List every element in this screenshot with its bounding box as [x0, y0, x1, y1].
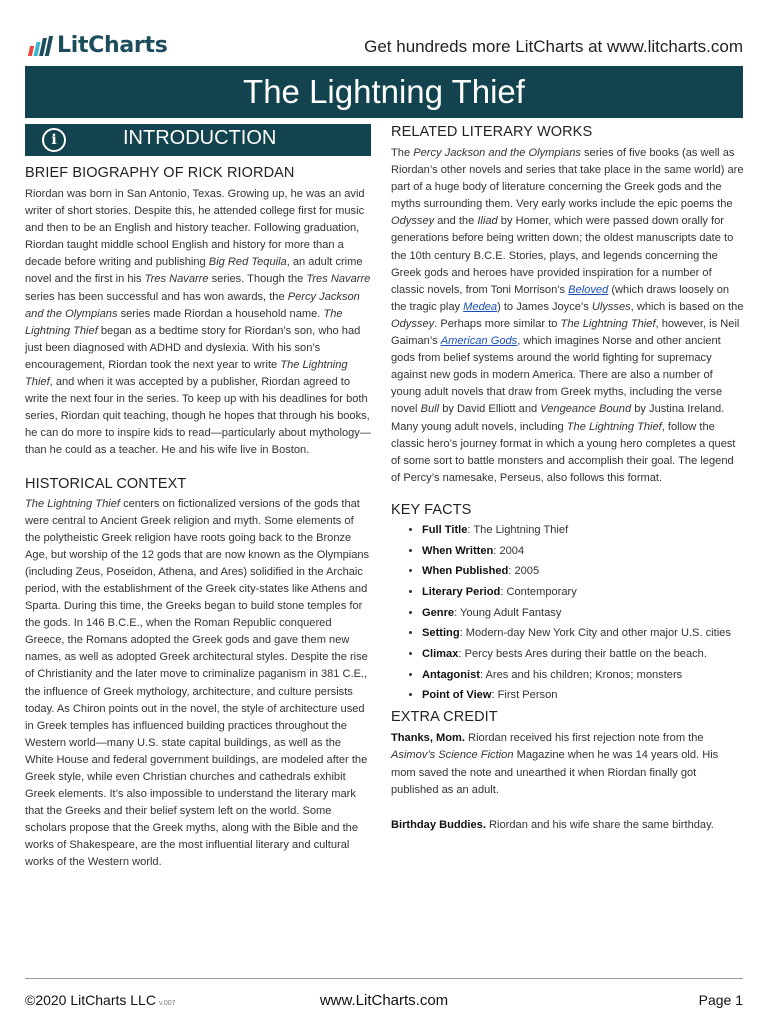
key-fact-item: • When Written: 2004	[422, 544, 744, 558]
italic-title: Percy Jackson and the Olympians	[413, 147, 581, 159]
related-works-text: The Percy Jackson and the Olympians series of five books (as well as Riordan’s other novels and series that take place in the same world) are part of a huge body of literature concerning the Greek gods and the myths surrounding them. Very early works include the epic poems the Odyssey and the Iliad by Homer, which were passed down orally for generations before being written down; the oldest manuscripts date to the 10th century B.C.E. Stories, plays, and legends concerning the Greek gods and heroes have provided inspiration for a number of classic novels, from Toni Morrison’s Beloved (which draws loosely on the tragic play Medea) to James Joyce’s Ulysses, which is based on the Odyssey. Perhaps more similar to The Lightning Thief, however, is Neil Gaiman’s American Gods, which imagines Norse and other ancient gods from belief systems around the world fighting for supremacy against new gods in modern America. There are also a number of young adult novels that draw from Greek myths, including the verse novel Bull by David Elliott and Vengeance Bound by Justina Ireland. Many young adult novels, including The Lightning Thief, follow the classic hero’s journey format in which a young hero completes a quest of some sort to battle monsters and accomplish their goal. The legend of Percy’s namesake, Perseus, also follows this format.	[391, 147, 744, 484]
key-fact-item: • Climax: Percy bests Ares during their battle on the beach.	[422, 647, 744, 661]
italic-title: Iliad	[477, 215, 498, 228]
italic-title: Vengeance Bound	[540, 403, 632, 416]
footer	[25, 990, 743, 1014]
introduction-title: INTRODUCTION	[123, 127, 277, 149]
extra-credit-item: Birthday Buddies. Riordan and his wife share the same birthday.	[391, 818, 714, 831]
top-header	[25, 30, 743, 64]
related-works-section	[391, 124, 744, 487]
key-fact-item: • When Published: 2005	[422, 564, 744, 578]
key-fact-item: • Full Title: The Lightning Thief	[422, 523, 744, 537]
logo-text: LitCharts	[57, 33, 168, 58]
key-fact-item: • Genre: Young Adult Fantasy	[422, 606, 744, 620]
key-facts-section	[391, 502, 744, 703]
page-number: Page 1	[698, 992, 743, 1008]
key-facts-list	[391, 523, 744, 703]
introduction-banner	[25, 124, 371, 156]
historical-context-section	[25, 476, 371, 872]
key-fact-item: • Setting: Modern-day New York City and other major U.S. cities	[422, 626, 744, 640]
historical-context-heading: HISTORICAL CONTEXT	[25, 475, 187, 492]
credit-title: Birthday Buddies.	[391, 818, 486, 831]
extra-credit-heading: EXTRA CREDIT	[391, 709, 498, 726]
italic-title: Odyssey	[391, 317, 435, 330]
left-column	[25, 124, 371, 872]
italic-title: The Lightning Thief	[25, 497, 120, 510]
book-link[interactable]: American Gods	[440, 335, 518, 348]
extra-credit-section	[391, 709, 744, 833]
italic-title: Tres Navarre	[306, 273, 371, 286]
related-works-heading: RELATED LITERARY WORKS	[391, 124, 593, 140]
biography-section	[25, 165, 371, 460]
italic-title: Tres Navarre	[144, 273, 209, 286]
credit-title: Thanks, Mom.	[391, 732, 465, 745]
book-link[interactable]: Medea	[463, 300, 498, 313]
italic-title: Odyssey	[391, 215, 435, 228]
promo-text[interactable]: Get hundreds more LitCharts at www.litcharts.com	[364, 37, 743, 56]
italic-title: The Lightning Thief	[25, 358, 348, 389]
footer-divider	[25, 978, 743, 979]
key-fact-item: • Literary Period: Contemporary	[422, 585, 744, 599]
italic-title: Percy Jackson and the Olympians	[25, 290, 360, 320]
italic-title: Bull	[420, 403, 440, 416]
italic-title: Ulysses	[591, 300, 631, 313]
footer-copyright: ©2020 LitCharts LLC v.007	[25, 992, 176, 1008]
italic-title: Big Red Tequila	[208, 256, 287, 269]
litcharts-logo[interactable]	[29, 33, 168, 58]
info-icon: i	[42, 128, 66, 152]
extra-credit-item: Thanks, Mom. Riordan received his first rejection note from the Asimov’s Science Fiction Magazine when he was 14 years old. His mom saved the note and unearthed it when Riordan finally got published as an adult.	[391, 732, 719, 796]
key-fact-item: • Antagonist: Ares and his children; Kronos; monsters	[422, 668, 744, 682]
page-title: The Lightning Thief	[25, 66, 743, 118]
italic-title: Asimov’s Science Fiction	[391, 749, 514, 762]
italic-title: The Lightning Thief	[566, 420, 662, 433]
key-fact-item: • Point of View: First Person	[422, 688, 744, 702]
key-facts-heading: KEY FACTS	[391, 501, 472, 518]
historical-context-text: The Lightning Thief centers on fictionalized versions of the gods that were central to Ancient Greek religion and myth. Some elements of the polytheistic Greek religion have roots going back to the Bronze Age, but worship of the 12 gods that are now known as the Olympians (including Zeus, Poseidon, Athena, and Ares) solidified in the Archaic period, with the establishment of the Greek city-states like Athens and Sparta. During this time, the Greeks began to build stone temples for the gods. In 146 B.C.E., when the Roman Republic conquered Greece, the Romans adopted the Greek gods and gave them new names, as well as adopted Greek architectural styles. Despite the rise of Christianity and the later move to criminalize paganism in 381 C.E., the influence of Greek mythology, architecture, and culture persists today. As Chiron points out in the novel, the style of architecture used in Greek temples has influenced building practices throughout the Western world—many U.S. state capital buildings, as well as the White House and federal government buildings, are modeled after the Greek style, while even Christian churches and cathedrals exhibit Greek elements. It’s also impossible to understand the literary mark that the Greeks and their belief system left on the world. Some scholars propose that the Greek myths, along with the Bible and the works of Shakespeare, are the most influential literary and cultural works of the Western world.	[25, 497, 370, 869]
right-column	[391, 124, 744, 852]
italic-title: The Lightning Thief	[560, 317, 656, 330]
logo-bars-icon	[29, 36, 51, 56]
italic-title: The Lightning Thief	[25, 307, 343, 337]
footer-version: v.007	[158, 1000, 176, 1007]
biography-heading: BRIEF BIOGRAPHY OF RICK RIORDAN	[25, 165, 295, 181]
biography-text: Riordan was born in San Antonio, Texas. Growing up, he was an avid writer of short stories. Despite this, he attended college first for music and then to be an English and history teacher. Following graduation, Riordan taught middle school English and history for more than a decade before writing and publishing Big Red Tequila, an adult crime novel and the first in his Tres Navarre series. Though the Tres Navarre series has been successful and has won awards, the Percy Jackson and the Olympians series made Riordan a household name. The Lightning Thief began as a bedtime story for Riordan’s son, who had just been diagnosed with ADHD and dyslexia. With his son’s encouragement, Riordan took the next year to write The Lightning Thief, and when it was accepted by a publisher, Riordan agreed to write the next four in the series. To keep up with his deadlines for both series, Riordan quit teaching, though he hopes that through his books, he can do more to inspire kids to read—particularly about mythology—than he could as a teacher. He and his wife live in Boston.	[25, 188, 371, 457]
book-link[interactable]: Beloved	[568, 283, 609, 296]
footer-url-link[interactable]: www.LitCharts.com	[319, 992, 449, 1009]
